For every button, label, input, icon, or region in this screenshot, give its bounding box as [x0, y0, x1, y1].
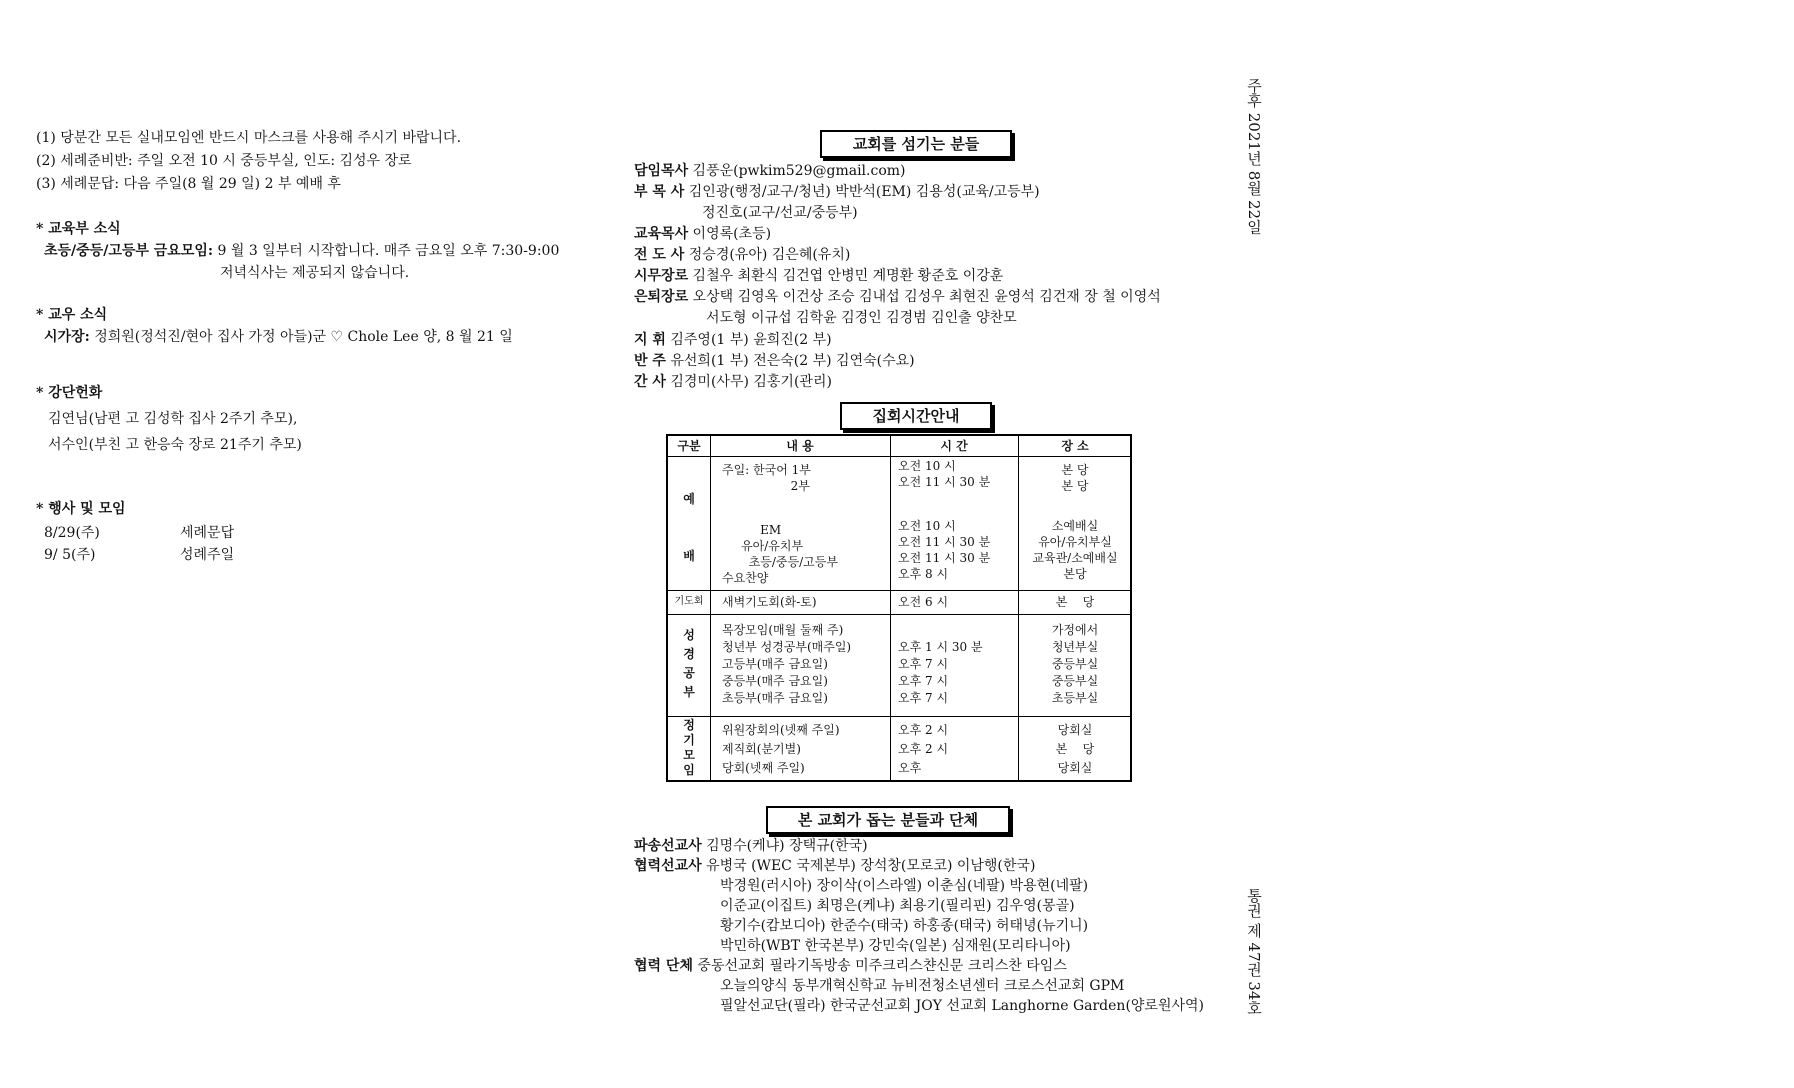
worship-time: 오전 11 시 30 분 [898, 551, 991, 565]
regular-time: 오후 2 시 [898, 723, 949, 737]
bible-content: 목장모임(매월 둘째 주) [722, 623, 844, 637]
regular-content: 위원장회의(넷째 주일) [722, 723, 840, 737]
bible-place: 가정에서 [1051, 623, 1099, 637]
staff-row [706, 309, 1017, 327]
regular-content: 당회(넷째 주일) [722, 761, 805, 775]
worship-content: 유아/유치부 [722, 539, 804, 553]
flowers-heading: * 강단헌화 [36, 385, 103, 401]
members-text: 정희원(정석진/현아 집사 가정 아들)군 ♡ Chole Lee 양, 8 월 21 일 [89, 329, 513, 345]
regular-time: 오후 2 시 [898, 742, 949, 756]
missions-text: 박민하(WBT 한국본부) 강민숙(일본) 심재원(모리타니아) [720, 938, 1071, 954]
dawn-category: 기도회 [674, 596, 704, 607]
regular-category: 정 기 모 임 [683, 718, 695, 777]
worship-content: 주일: 한국어 1부 [722, 463, 811, 477]
regular-place: 본 당 [1055, 742, 1095, 756]
missions-row [634, 957, 1067, 975]
staff-row [634, 331, 832, 349]
regular-content: 제직회(분기별) [722, 742, 801, 756]
education-label: 초등/중등/고등부 금요모임: [44, 243, 214, 259]
staff-text: 김인광(행정/교구/청년) 박반석(EM) 김용성(교육/고등부) [684, 184, 1040, 200]
staff-row [634, 288, 1161, 306]
staff-text: 김경미(사무) 김홍기(관리) [665, 374, 832, 390]
notice-2: (2) 세례준비반: 주일 오전 10 시 중등부실, 인도: 김성우 장로 [36, 153, 412, 169]
events-heading: * 행사 및 모임 [36, 501, 126, 517]
col-divider [890, 436, 891, 780]
education-heading: * 교육부 소식 [36, 221, 121, 237]
members-heading: * 교우 소식 [36, 307, 108, 323]
staff-row [634, 373, 832, 391]
bible-content: 초등부(매주 금요일) [722, 691, 828, 705]
regular-place: 당회실 [1057, 761, 1093, 775]
header-place: 장 소 [1061, 439, 1089, 453]
volume-number: 통권 제 47권 34호 [1245, 888, 1263, 1016]
staff-label: 교육목사 [634, 226, 689, 242]
worship-time: 오후 8 시 [898, 567, 949, 581]
flowers-line-2: 서수인(부친 고 한응숙 장로 21주기 추모) [48, 437, 302, 453]
row-divider [668, 716, 1130, 717]
missions-row [720, 897, 1075, 915]
bible-time: 오후 7 시 [898, 657, 949, 671]
bible-content: 청년부 성경공부(매주일) [722, 640, 852, 654]
staff-row [634, 162, 906, 180]
regular-time: 오후 [898, 761, 922, 775]
worship-place: 본 당 [1061, 479, 1089, 493]
worship-content: 초등/중등/고등부 [722, 555, 838, 569]
event-date-2: 9/ 5(주) [44, 547, 96, 563]
staff-text: 김철우 최환식 김건엽 안병민 계명환 황준호 이강훈 [688, 268, 1004, 284]
education-text: 9 월 3 일부터 시작합니다. 매주 금요일 오후 7:30-9:00 [213, 243, 560, 259]
members-label: 시가장: [44, 329, 90, 345]
worship-time: 오전 10 시 [898, 519, 956, 533]
missions-text: 필알선교단(필라) 한국군선교회 JOY 선교회 Langhorne Garden(양로원사역) [720, 998, 1204, 1014]
event-name-2: 성례주일 [180, 547, 235, 563]
bible-place: 초등부실 [1051, 691, 1099, 705]
worship-time: 오전 11 시 30 분 [898, 535, 991, 549]
header-category: 구분 [677, 439, 701, 453]
row-divider [668, 456, 1130, 457]
staff-row [634, 183, 1040, 201]
staff-text: 김주영(1 부) 윤희진(2 부) [665, 332, 832, 348]
bible-place: 중등부실 [1051, 674, 1099, 688]
missions-text: 오늘의양식 동부개혁신학교 뉴비전청소년센터 크로스선교회 GPM [720, 978, 1125, 994]
missions-text: 황기수(캄보디아) 한준수(태국) 하홍종(태국) 허태녕(뉴기니) [720, 918, 1089, 934]
bible-content: 중등부(매주 금요일) [722, 674, 828, 688]
missions-row [720, 977, 1124, 995]
members-line [44, 328, 513, 346]
bible-time: 오후 7 시 [898, 691, 949, 705]
missions-row [634, 837, 868, 855]
staff-label: 부 목 사 [634, 184, 685, 200]
worship-place: 소예배실 [1051, 519, 1099, 533]
worship-content: 2부 [722, 479, 810, 493]
bible-time: 오후 7 시 [898, 674, 949, 688]
worship-place: 본 당 [1061, 463, 1089, 477]
bible-content: 고등부(매주 금요일) [722, 657, 828, 671]
missions-text: 유병국 (WEC 국제본부) 장석창(모로코) 이남행(한국) [701, 858, 1036, 874]
worship-category: 예 배 [683, 492, 695, 563]
missions-label: 협력 단체 [634, 958, 693, 974]
education-line-2: 저녁식사는 제공되지 않습니다. [220, 265, 410, 281]
row-divider [668, 590, 1130, 591]
missions-text: 이준교(이집트) 최명은(케냐) 최용기(필리핀) 김우영(몽골) [720, 898, 1075, 914]
schedule-title: 집회시간안내 [840, 402, 992, 430]
staff-label: 간 사 [634, 374, 666, 390]
worship-content: 수요찬양 [722, 571, 769, 585]
header-content: 내 용 [786, 439, 814, 453]
staff-text: 김풍운(pwkim529@gmail.com) [688, 163, 906, 179]
event-date-1: 8/29(주) [44, 525, 100, 541]
staff-row [702, 204, 858, 222]
worship-time: 오전 11 시 30 분 [898, 475, 991, 489]
staff-text: 오상택 김영옥 이건상 조승 김내섭 김성우 최현진 윤영석 김건재 장 철 이영석 [688, 289, 1161, 305]
event-name-1: 세례문답 [180, 525, 235, 541]
worship-place: 본당 [1063, 567, 1087, 581]
missions-text: 김명수(케냐) 장택규(한국) [701, 838, 868, 854]
missions-text: 박경원(러시아) 장이삭(이스라엘) 이춘심(네팔) 박용현(네팔) [720, 878, 1089, 894]
missions-row [720, 937, 1071, 955]
notice-1: (1) 당분간 모든 실내모임엔 반드시 마스크를 사용해 주시기 바랍니다. [36, 130, 462, 146]
staff-text: 서도형 이규섭 김학윤 김경인 김경범 김인출 양찬모 [706, 310, 1017, 326]
bible-place: 청년부실 [1051, 640, 1099, 654]
staff-label: 반 주 [634, 353, 666, 369]
staff-text: 정진호(교구/선교/중등부) [702, 205, 858, 221]
missions-row [720, 997, 1204, 1015]
staff-label: 지 휘 [634, 332, 666, 348]
staff-row [634, 225, 771, 243]
staff-text: 이영록(초등) [688, 226, 772, 242]
missions-row [720, 917, 1088, 935]
worship-place: 유아/유치부실 [1038, 535, 1112, 549]
missions-row [720, 877, 1088, 895]
bulletin-date: 주후 2021년 8월 22일 [1245, 78, 1263, 235]
staff-label: 담임목사 [634, 163, 689, 179]
dawn-place: 본 당 [1055, 595, 1095, 609]
staff-title: 교회를 섬기는 분들 [820, 130, 1012, 158]
staff-label: 은퇴장로 [634, 289, 689, 305]
missions-label: 협력선교사 [634, 858, 702, 874]
regular-place: 당회실 [1057, 723, 1093, 737]
missions-label: 파송선교사 [634, 838, 702, 854]
worship-time: 오전 10 시 [898, 459, 956, 473]
staff-row [634, 267, 1003, 285]
bible-category: 성 경 공 부 [683, 628, 695, 699]
staff-text: 정승경(유아) 김은혜(유치) [684, 247, 851, 263]
col-divider [710, 436, 711, 780]
header-time: 시 간 [940, 439, 968, 453]
dawn-content: 새벽기도회(화-토) [722, 595, 817, 609]
dawn-time: 오전 6 시 [898, 595, 949, 609]
missions-title: 본 교회가 돕는 분들과 단체 [766, 806, 1010, 834]
bible-time: 오후 1 시 30 분 [898, 640, 983, 654]
worship-content: EM [722, 523, 782, 537]
flowers-line-1: 김연님(남편 고 김성학 집사 2주기 추모), [48, 411, 298, 427]
staff-row [634, 246, 850, 264]
schedule-table [666, 434, 1132, 782]
education-line-1 [44, 242, 559, 260]
missions-text: 중동선교회 필라기독방송 미주크리스챤신문 크리스찬 타임스 [692, 958, 1067, 974]
bible-place: 중등부실 [1051, 657, 1099, 671]
staff-label: 전 도 사 [634, 247, 685, 263]
staff-text: 유선희(1 부) 전은숙(2 부) 김연숙(수요) [665, 353, 915, 369]
notice-3: (3) 세례문답: 다음 주일(8 월 29 일) 2 부 예배 후 [36, 176, 341, 192]
worship-place: 교육관/소예배실 [1032, 551, 1118, 565]
row-divider [668, 614, 1130, 615]
staff-label: 시무장로 [634, 268, 689, 284]
missions-row [634, 857, 1035, 875]
staff-row [634, 352, 915, 370]
